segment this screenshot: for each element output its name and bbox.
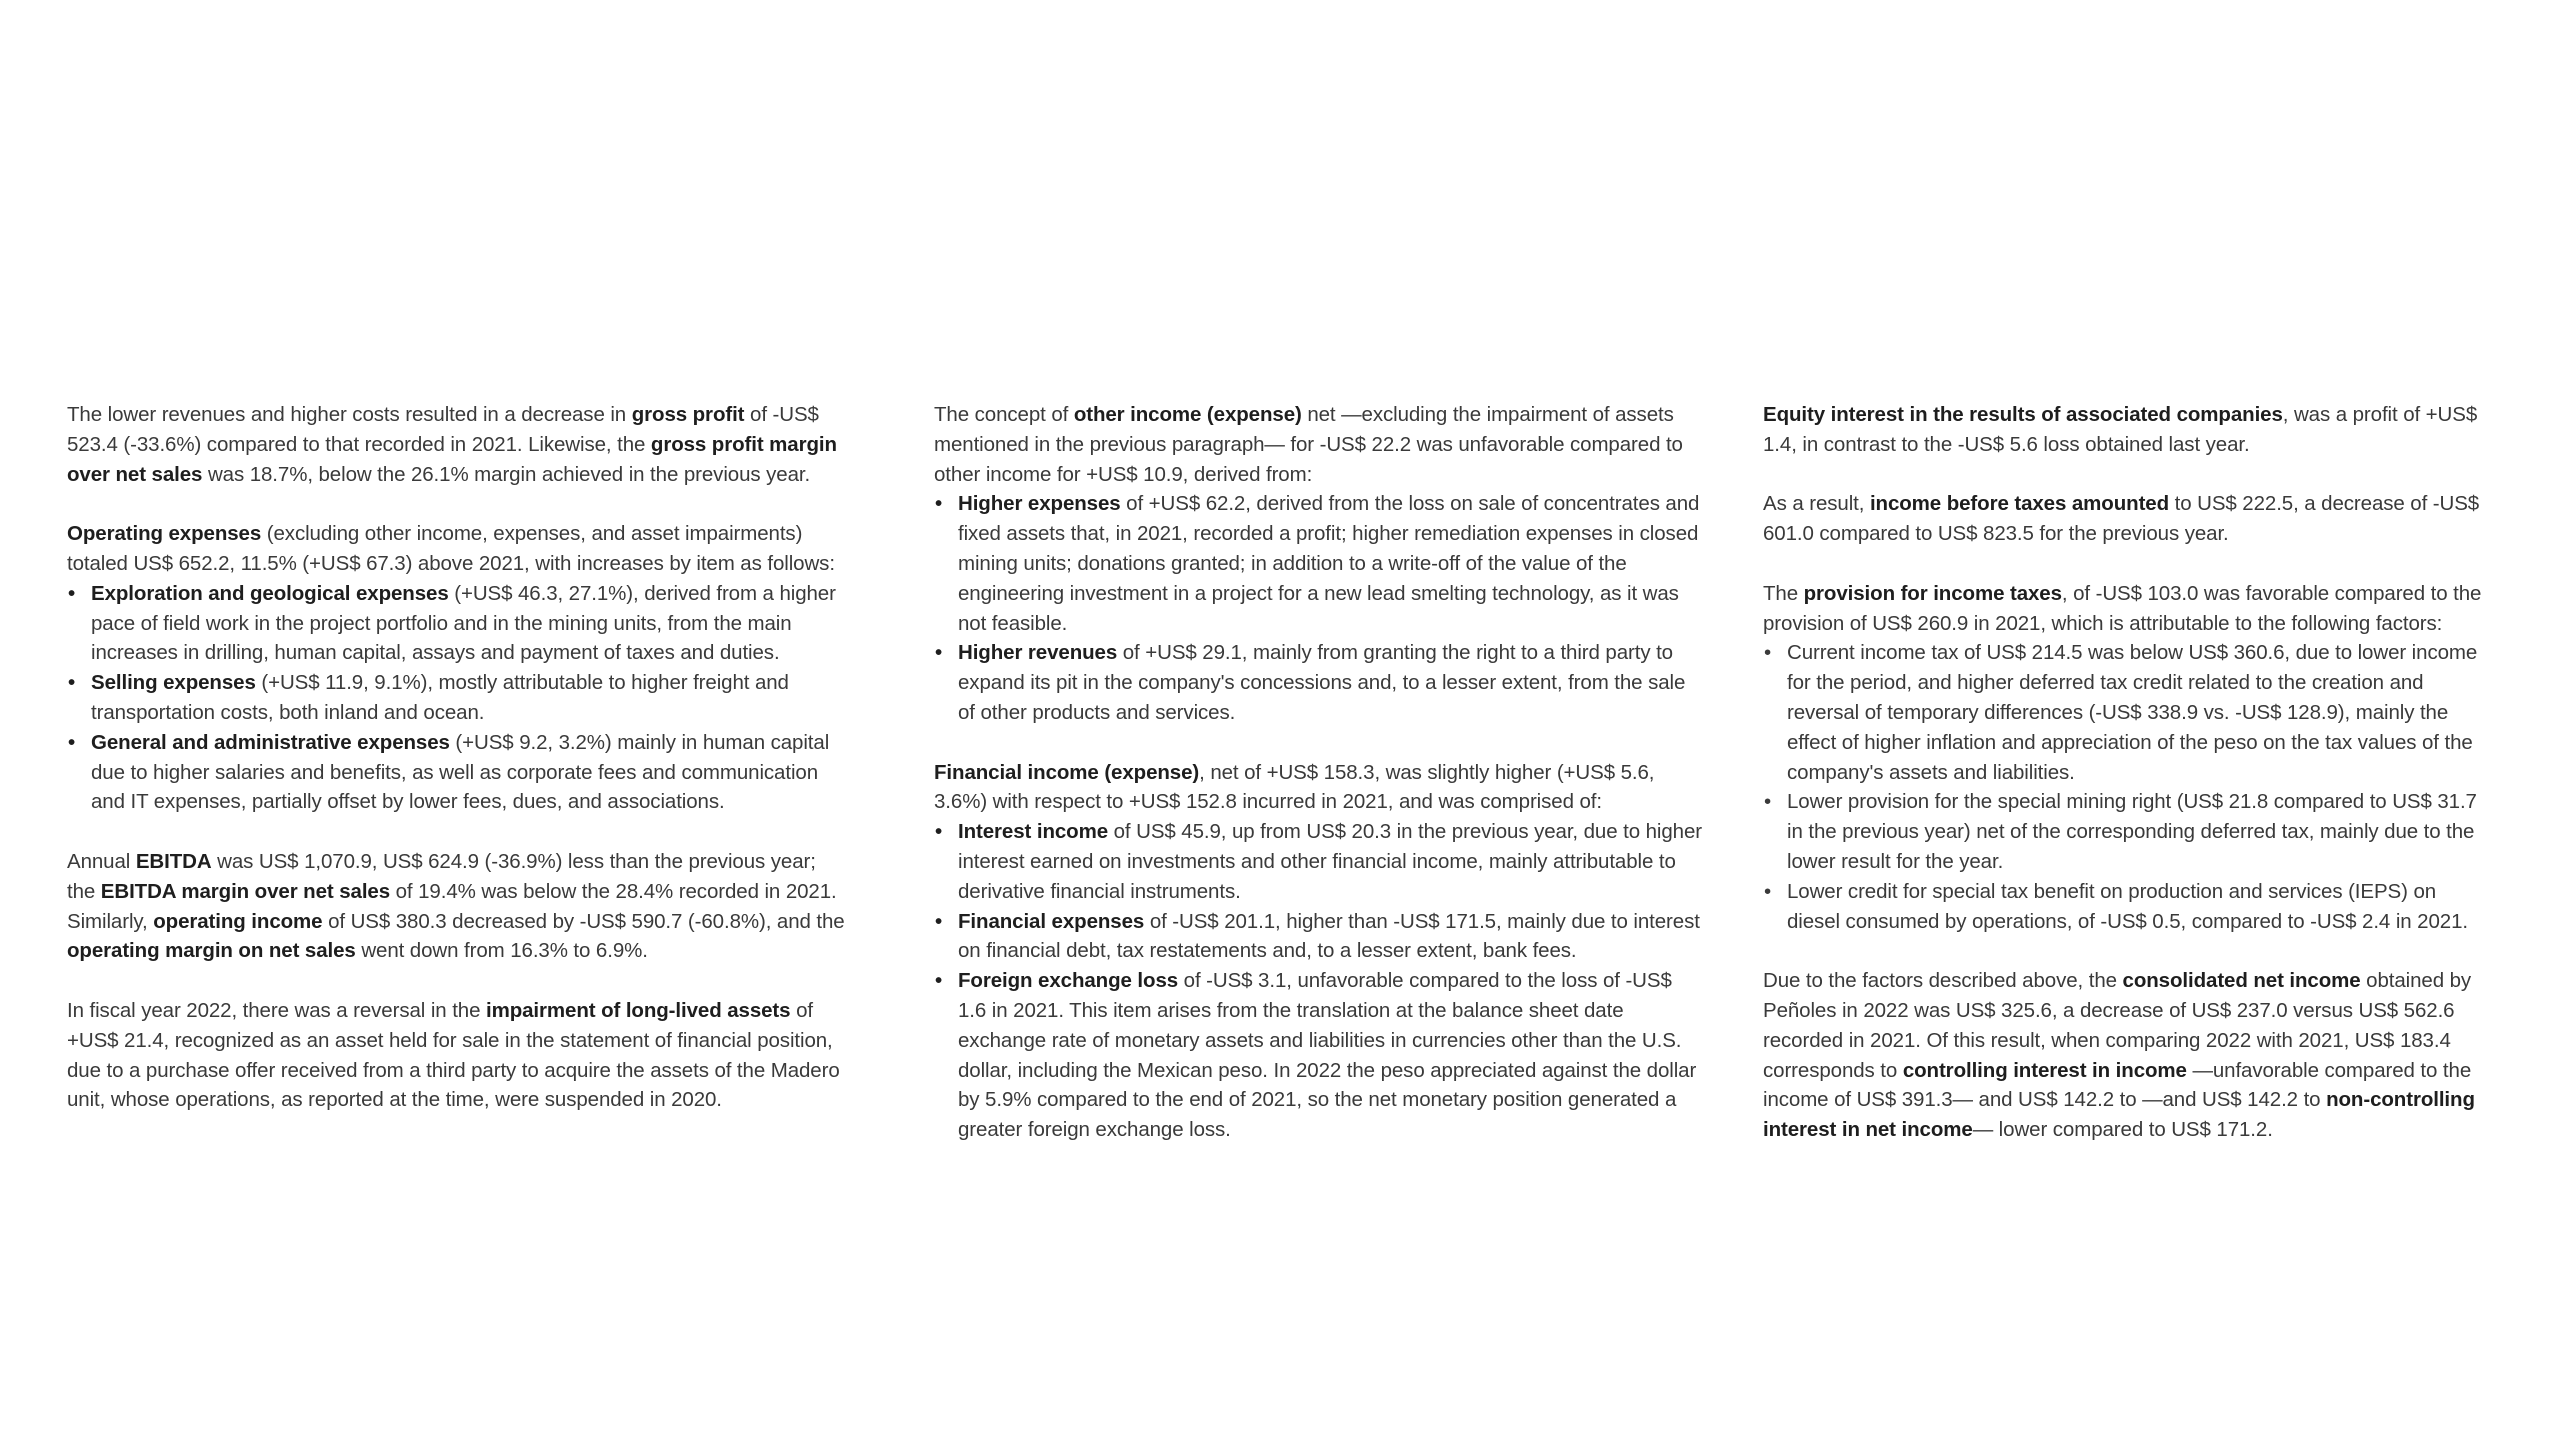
financial-income-list (934, 817, 1704, 1145)
ebitda-paragraph (67, 847, 847, 966)
text: of -US$ 3.1, unfavorable compared to the loss of -US$ 1.6 in 2021. This item arises from the translation at the balance sheet date exchange rate of monetary assets and liabilities in currencies other than the U.S. dollar, including the Mexican peso. In 2022 the peso appreciated against the dollar by 5.9% compared to the end of 2021, so the net monetary position generated a greater foreign exchange loss. (958, 969, 1697, 1142)
operating-expenses-list (67, 579, 847, 817)
bold-term: General and administrative expenses (91, 730, 450, 754)
text: Lower credit for special tax benefit on production and services (IEPS) on diesel consumed by operations, of -US$ 0.5, compared to -US$ 2.4 in 2021. (1787, 879, 2468, 933)
impairment-paragraph (67, 996, 847, 1115)
text: (excluding other income, expenses, and asset impairments) totaled US$ 652.2, 11.5% (+US$ 67.3) above 2021, with increases by item as follows: (67, 522, 835, 575)
list-item (934, 907, 1704, 967)
bold-term: gross profit (631, 403, 745, 426)
list-item (67, 668, 847, 728)
bold-term: Operating expenses (67, 522, 262, 546)
list-item (934, 489, 1704, 638)
other-income-paragraph (934, 400, 1704, 489)
text: — lower compared to US$ 171.2. (1972, 1118, 2273, 1142)
bold-term: Selling expenses (91, 671, 256, 695)
bold-term: non-controlling interest in net income (1763, 1088, 2475, 1142)
list-item (67, 579, 847, 668)
text: (+US$ 46.3, 27.1%), derived from a higher pace of field work in the project portfolio and in the mining units, from the main increases in drilling, human capital, assays and payment of taxes and duties. (91, 581, 836, 665)
text: The concept of (934, 403, 1074, 426)
text: Due to the factors described above, the (1763, 969, 2123, 993)
text: of +US$ 21.4, recognized as an asset held for sale in the statement of financial position, due to a purchase offer received from a third party to acquire the assets of the Madero unit, whose operations, as reported at the time, were suspended in 2020. (67, 998, 840, 1112)
text: The lower revenues and higher costs resulted in a decrease in (67, 403, 632, 426)
text: was 18.7%, below the 26.1% margin achieved in the previous year. (202, 462, 811, 486)
text: As a result, (1763, 492, 1870, 516)
list-item (934, 638, 1704, 727)
text: obtained by Peñoles in 2022 was US$ 325.6, a decrease of US$ 237.0 versus US$ 562.6 recorded in 2021. Of this result, when comparing 2022 with 2021, US$ 183.4 corresponds to (1763, 969, 2472, 1082)
bold-term: other income (expense) (1073, 403, 1302, 426)
list-item (1763, 787, 2488, 876)
bold-term: Interest income (958, 820, 1109, 844)
bold-term: income before taxes amounted (1869, 492, 2170, 516)
text: of US$ 45.9, up from US$ 20.3 in the previous year, due to higher interest earned on investments and other financial income, mainly attributable to derivative financial instruments. (958, 820, 1702, 903)
list-item (1763, 638, 2488, 787)
middle-column (934, 400, 1704, 1175)
bold-term: Financial expenses (958, 909, 1145, 933)
bold-term: EBITDA margin over net sales (100, 879, 391, 903)
text: of US$ 380.3 decreased by -US$ 590.7 (-60.8%), and the (322, 909, 845, 933)
text: to US$ 222.5, a decrease of -US$ 601.0 compared to US$ 823.5 for the previous year. (1763, 492, 2480, 546)
text: of +US$ 62.2, derived from the loss on sale of concentrates and fixed assets that, in 2021, recorded a profit; higher remediation expenses in closed mining units; donations granted; in addition to a write-off of the value of the engineering investment in a project for a new lead smelting technology, as it was not feasible. (958, 492, 1700, 635)
bold-term: Foreign exchange loss (958, 969, 1179, 993)
bold-term: Financial income (expense) (934, 760, 1200, 784)
bold-term: Higher revenues (958, 641, 1118, 665)
bold-term: Equity interest in the results of associated companies (1763, 403, 2283, 426)
text: of 19.4% was below the 28.4% recorded in 2021. Similarly, (67, 879, 837, 933)
operating-expenses-paragraph (67, 519, 847, 579)
right-column (1763, 400, 2488, 1175)
financial-income-paragraph (934, 758, 1704, 818)
text: , of -US$ 103.0 was favorable compared to the provision of US$ 260.9 in 2021, which is attributable to the following factors: (1763, 581, 2482, 635)
list-item (1763, 877, 2488, 937)
text: Annual (67, 849, 136, 873)
text: of -US$ 201.1, higher than -US$ 171.5, mainly due to interest on financial debt, tax restatements and, to a lesser extent, bank fees. (958, 909, 1700, 963)
text: of -US$ 523.4 (-33.6%) compared to that recorded in 2021. Likewise, the (67, 403, 819, 456)
gross-profit-paragraph (67, 400, 847, 489)
bold-term: impairment of long-lived assets (485, 998, 791, 1022)
list-item (934, 966, 1704, 1145)
income-taxes-list (1763, 638, 2488, 936)
income-taxes-paragraph (1763, 579, 2488, 639)
text: was US$ 1,070.9, US$ 624.9 (-36.9%) less than the previous year; the (67, 849, 816, 903)
other-income-list (934, 489, 1704, 727)
bold-term: operating income (153, 909, 323, 933)
income-before-taxes-paragraph (1763, 489, 2488, 549)
text: —unfavorable compared to the income of US$ 391.3— and US$ 142.2 to —and US$ 142.2 to (1763, 1058, 2472, 1112)
text: of +US$ 29.1, mainly from granting the right to a third party to expand its pit in the company's concessions and, to a lesser extent, from the sale of other products and services. (958, 641, 1686, 724)
equity-interest-paragraph (1763, 400, 2488, 460)
bold-term: Higher expenses (958, 492, 1121, 516)
list-item (67, 728, 847, 817)
bold-term: provision for income taxes (1803, 581, 2062, 605)
bold-term: consolidated net income (2122, 969, 2361, 993)
list-item (934, 817, 1704, 906)
text: The (1763, 581, 1804, 605)
text: , net of +US$ 158.3, was slightly higher (+US$ 5.6, 3.6%) with respect to +US$ 152.8 incurred in 2021, and was comprised of: (934, 760, 1655, 814)
bold-term: gross profit margin over net sales (67, 432, 837, 486)
bold-term: controlling interest in income (1902, 1058, 2187, 1082)
text: (+US$ 11.9, 9.1%), mostly attributable to higher freight and transportation costs, both inland and ocean. (91, 671, 789, 724)
bold-term: Exploration and geological expenses (91, 581, 449, 605)
text: went down from 16.3% to 6.9%. (355, 939, 648, 963)
text: Lower provision for the special mining right (US$ 21.8 compared to US$ 31.7 in the previous year) net of the corresponding deferred tax, mainly due to the lower result for the year. (1787, 790, 2477, 873)
text: (+US$ 9.2, 3.2%) mainly in human capital due to higher salaries and benefits, as well as corporate fees and communication and IT expenses, partially offset by lower fees, dues, and associations. (91, 730, 830, 814)
text: , was a profit of +US$ 1.4, in contrast to the -US$ 5.6 loss obtained last year. (1763, 403, 2478, 456)
left-column (67, 400, 847, 1145)
text: Current income tax of US$ 214.5 was below US$ 360.6, due to lower income for the period, and higher deferred tax credit related to the creation and reversal of temporary differences (-US$ 338.9 vs. -US$ 128.9), mainly the effect of higher inflation and appreciation of the peso on the tax values of the company's assets and liabilities. (1787, 641, 2478, 784)
bold-term: operating margin on net sales (67, 939, 356, 963)
bold-term: EBITDA (135, 849, 212, 873)
text: In fiscal year 2022, there was a reversal in the (67, 998, 486, 1022)
text: net —excluding the impairment of assets mentioned in the previous paragraph— for -US$ 22.2 was unfavorable compared to other income for +US$ 10.9, derived from: (934, 403, 1683, 486)
net-income-paragraph (1763, 966, 2488, 1145)
